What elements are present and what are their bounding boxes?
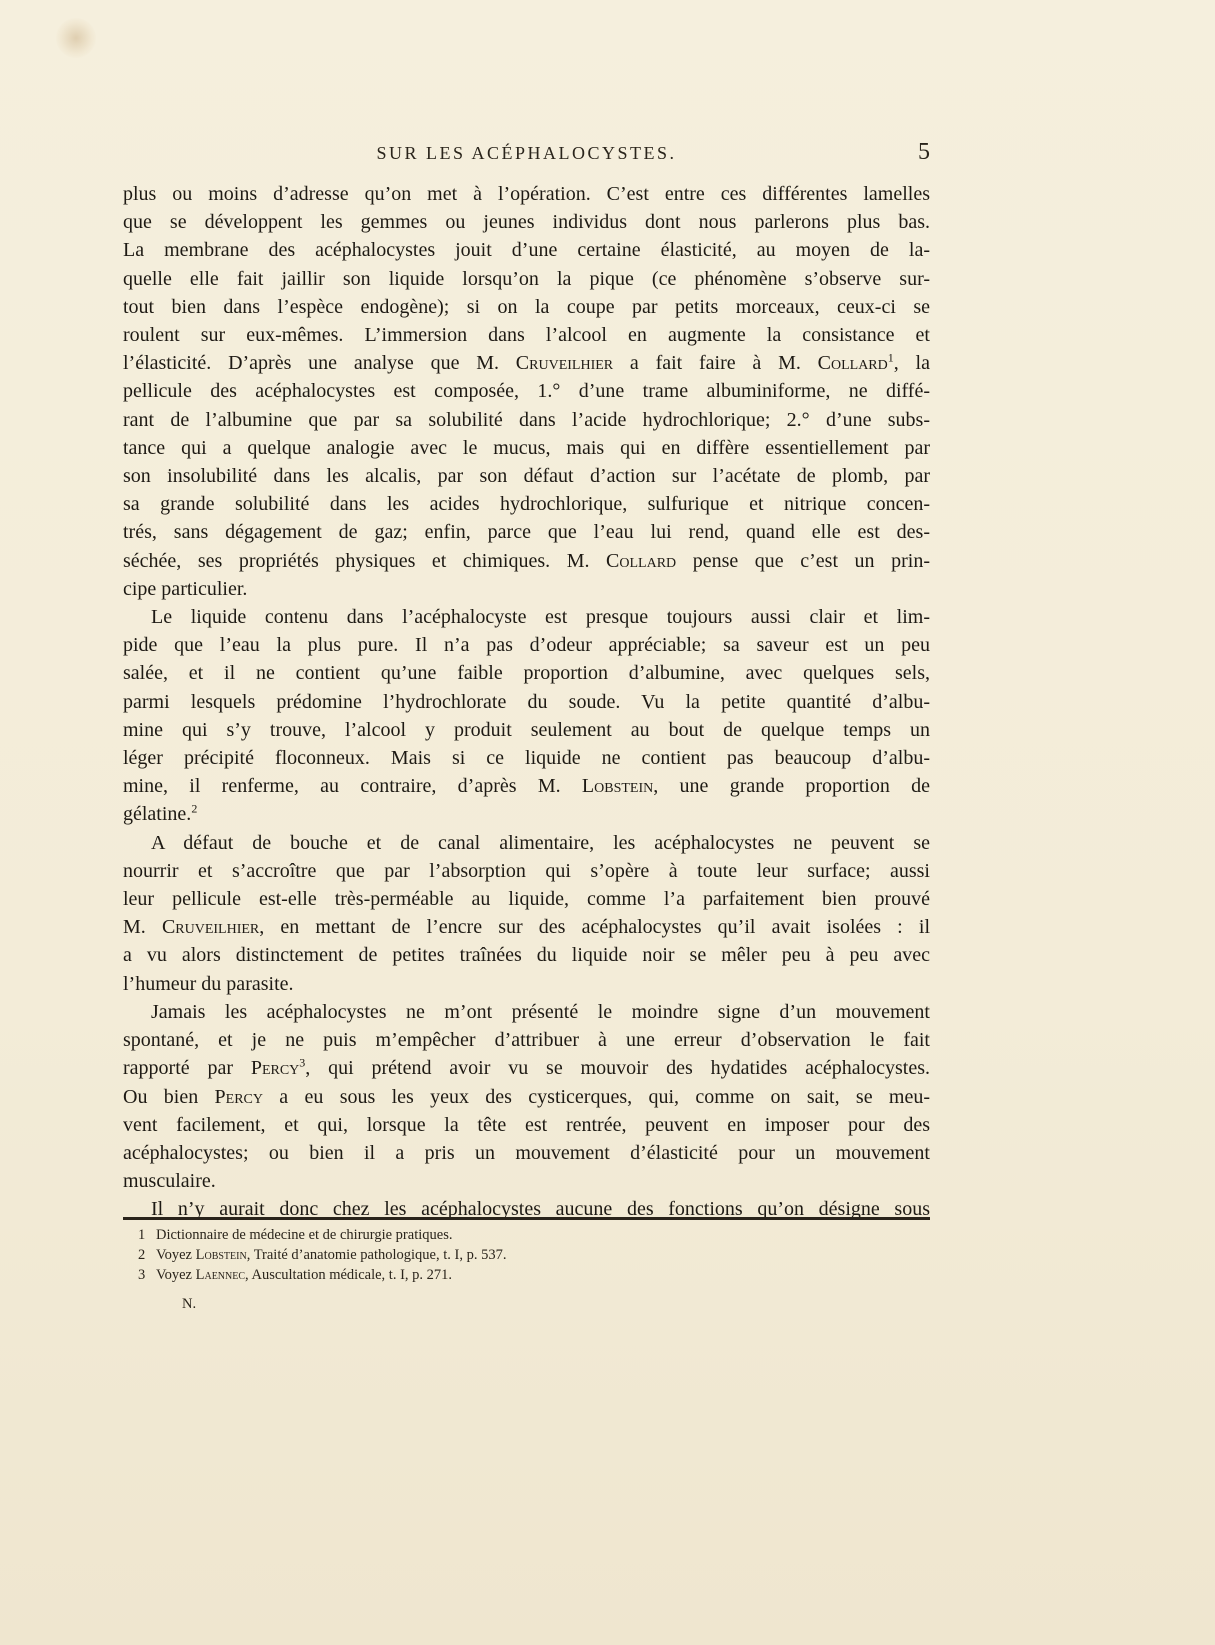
text-segment: tance qui a quelque analogie avec le mucus, mais qui en diffère essentiellement par bbox=[123, 436, 930, 459]
text-segment: a fait faire à M. bbox=[613, 352, 818, 375]
text-segment: son insolubilité dans les alcalis, par son défaut d’action sur l’acétate de plomb, par bbox=[123, 465, 930, 488]
text-line bbox=[123, 631, 930, 659]
text-line bbox=[123, 434, 930, 462]
text-segment: gélatine. bbox=[123, 803, 192, 826]
text-line bbox=[123, 1111, 930, 1139]
text-line bbox=[123, 406, 930, 434]
text-segment: Jamais les acéphalocystes ne m’ont présenté le moindre signe d’un mouvement bbox=[151, 1000, 930, 1023]
footnote bbox=[138, 1225, 898, 1245]
footnote-number: 2 bbox=[138, 1247, 146, 1263]
text-segment: que se développent les gemmes ou jeunes individus dont nous parlerons plus bas. bbox=[123, 211, 930, 234]
text-line bbox=[123, 1139, 930, 1167]
text-segment: spontané, et je ne puis m’empêcher d’attribuer à une erreur d’observation le fait bbox=[123, 1029, 930, 1052]
text-line bbox=[123, 321, 930, 349]
author-name: Cruveilhier bbox=[515, 352, 614, 375]
footnotes bbox=[138, 1225, 898, 1285]
text-segment: , qui prétend avoir vu se mouvoir des hydatides acéphalocystes. bbox=[305, 1057, 931, 1080]
text-segment: plus ou moins d’adresse qu’on met à l’opération. C’est entre ces différentes lamelles bbox=[123, 183, 930, 205]
text-line bbox=[123, 716, 930, 744]
text-segment: léger précipité floconneux. Mais si ce liquide ne contient pas beaucoup d’albu- bbox=[123, 747, 930, 770]
text-line bbox=[123, 800, 930, 828]
text-segment: A défaut de bouche et de canal alimentaire, les acéphalocystes ne peuvent se bbox=[151, 831, 930, 854]
text-segment: l’élasticité. D’après une analyse que M. bbox=[123, 352, 516, 375]
running-title: SUR LES ACÉPHALOCYSTES. bbox=[376, 143, 677, 163]
text-line bbox=[123, 575, 930, 603]
text-segment: rant de l’albumine que par sa solubilité dans l’acide hydrochlorique; 2.° d’une subs- bbox=[123, 408, 930, 431]
text-segment: cipe particulier. bbox=[123, 577, 248, 600]
text-segment: mine, il renferme, au contraire, d’après M. bbox=[123, 775, 582, 798]
footnote-number: 1 bbox=[138, 1227, 146, 1243]
text-segment: pense que c’est un prin- bbox=[676, 549, 930, 572]
text-line bbox=[123, 998, 930, 1026]
text-line bbox=[123, 885, 930, 913]
text-segment: , en mettant de l’encre sur des acéphalocystes qu’il avait isolées : il bbox=[259, 916, 930, 939]
text-line bbox=[123, 547, 930, 575]
text-segment: , une grande proportion de bbox=[653, 775, 931, 798]
running-header bbox=[123, 139, 930, 169]
text-segment: pellicule des acéphalocystes est composée, 1.° d’une trame albuminiforme, ne diffé- bbox=[123, 380, 930, 403]
footnote-text: Dictionnaire de médecine et de chirurgie pratiques. bbox=[156, 1227, 453, 1243]
text-segment: acéphalocystes; ou bien il a pris un mouvement d’élasticité pour un mouvement bbox=[123, 1141, 930, 1164]
text-line bbox=[123, 941, 930, 969]
text-line bbox=[123, 518, 930, 546]
text-segment: quelle elle fait jaillir son liquide lorsqu’on la pique (ce phénomène s’observe sur- bbox=[123, 267, 930, 290]
footnote-text: Voyez bbox=[156, 1247, 196, 1263]
footnote-ref: 1 bbox=[887, 350, 894, 365]
text-segment: leur pellicule est-elle très-perméable au liquide, comme l’a parfaitement bien prouvé bbox=[123, 888, 930, 911]
page-number: 5 bbox=[918, 139, 930, 165]
text-segment: a vu alors distinctement de petites traînées du liquide noir se mêler peu à peu avec bbox=[123, 944, 930, 967]
text-segment: Le liquide contenu dans l’acéphalocyste est presque toujours aussi clair et lim- bbox=[151, 606, 930, 629]
text-segment: M. bbox=[123, 916, 162, 939]
paper-stain bbox=[56, 18, 96, 58]
text-segment: La membrane des acéphalocystes jouit d’une certaine élasticité, au moyen de la- bbox=[123, 239, 930, 262]
footnote-number: 3 bbox=[138, 1267, 146, 1283]
author-name: Collard bbox=[817, 352, 888, 375]
text-line bbox=[123, 603, 930, 631]
text-segment: a eu sous les yeux des cysticerques, qui, comme on sait, se meu- bbox=[262, 1085, 930, 1108]
text-line bbox=[123, 829, 930, 857]
text-segment: tout bien dans l’espèce endogène); si on la coupe par petits morceaux, ceux-ci se bbox=[123, 295, 930, 318]
text-line bbox=[123, 744, 930, 772]
text-segment: salée, et il ne contient qu’une faible proportion d’albumine, avec quelques sels, bbox=[123, 662, 930, 685]
text-segment: l’humeur du parasite. bbox=[123, 972, 294, 995]
text-line bbox=[123, 857, 930, 885]
footnote-text: , Auscultation médicale, t. I, p. 271. bbox=[245, 1267, 453, 1283]
text-line bbox=[123, 490, 930, 518]
author-name: Percy bbox=[214, 1085, 263, 1108]
text-segment: sa grande solubilité dans les acides hydrochlorique, sulfurique et nitrique concen- bbox=[123, 493, 930, 516]
text-segment: trés, sans dégagement de gaz; enfin, parce que l’eau lui rend, quand elle est des- bbox=[123, 521, 930, 544]
text-line bbox=[123, 180, 930, 208]
text-line bbox=[123, 349, 930, 377]
footnote-text: , Traité d’anatomie pathologique, t. I, p. 537. bbox=[246, 1247, 507, 1263]
text-line bbox=[123, 265, 930, 293]
text-segment: rapporté par bbox=[123, 1057, 251, 1080]
text-segment: musculaire. bbox=[123, 1170, 216, 1193]
text-line bbox=[123, 377, 930, 405]
text-segment: mine qui s’y trouve, l’alcool y produit seulement au bout de quelque temps un bbox=[123, 718, 930, 741]
footnote-text: Voyez bbox=[156, 1267, 196, 1283]
text-line bbox=[123, 208, 930, 236]
text-segment: Ou bien bbox=[123, 1085, 215, 1108]
footnote-rule bbox=[123, 1217, 930, 1220]
text-segment: séchée, ses propriétés physiques et chimiques. M. bbox=[123, 549, 607, 572]
signature: N. bbox=[182, 1296, 197, 1312]
text-line bbox=[123, 913, 930, 941]
author-name: Lobstein bbox=[195, 1247, 247, 1263]
text-line bbox=[123, 659, 930, 687]
body-text bbox=[123, 180, 930, 1224]
author-name: Collard bbox=[606, 549, 677, 572]
text-line bbox=[123, 1167, 930, 1195]
text-line bbox=[123, 1026, 930, 1054]
author-name: Laennec bbox=[195, 1267, 246, 1283]
text-line bbox=[123, 688, 930, 716]
text-segment: roulent sur eux-mêmes. L’immersion dans l’alcool en augmente la consistance et bbox=[123, 324, 930, 347]
footnote bbox=[138, 1245, 898, 1265]
text-line bbox=[123, 293, 930, 321]
footnote-ref: 2 bbox=[191, 801, 198, 816]
footnote-ref: 3 bbox=[299, 1055, 306, 1070]
text-line bbox=[123, 970, 930, 998]
text-segment: pide que l’eau la plus pure. Il n’a pas d’odeur appréciable; sa saveur est un peu bbox=[123, 634, 930, 657]
text-segment: parmi lesquels prédomine l’hydrochlorate du soude. Vu la petite quantité d’albu- bbox=[123, 690, 930, 713]
author-name: Cruveilhier bbox=[161, 916, 260, 939]
text-segment: Il n’y aurait donc chez les acéphalocystes aucune des fonctions qu’on désigne sous bbox=[151, 1198, 930, 1221]
text-line bbox=[123, 236, 930, 264]
text-segment: vent facilement, et qui, lorsque la tête est rentrée, peuvent en imposer pour des bbox=[123, 1113, 930, 1136]
text-line bbox=[123, 1054, 930, 1082]
text-line bbox=[123, 772, 930, 800]
text-segment: nourrir et s’accroître que par l’absorption qui s’opère à toute leur surface; aussi bbox=[123, 859, 930, 882]
text-line bbox=[123, 462, 930, 490]
footnote bbox=[138, 1265, 898, 1285]
author-name: Lobstein bbox=[581, 775, 654, 798]
text-segment: , la bbox=[893, 352, 930, 375]
author-name: Percy bbox=[250, 1057, 300, 1080]
text-line bbox=[123, 1083, 930, 1111]
